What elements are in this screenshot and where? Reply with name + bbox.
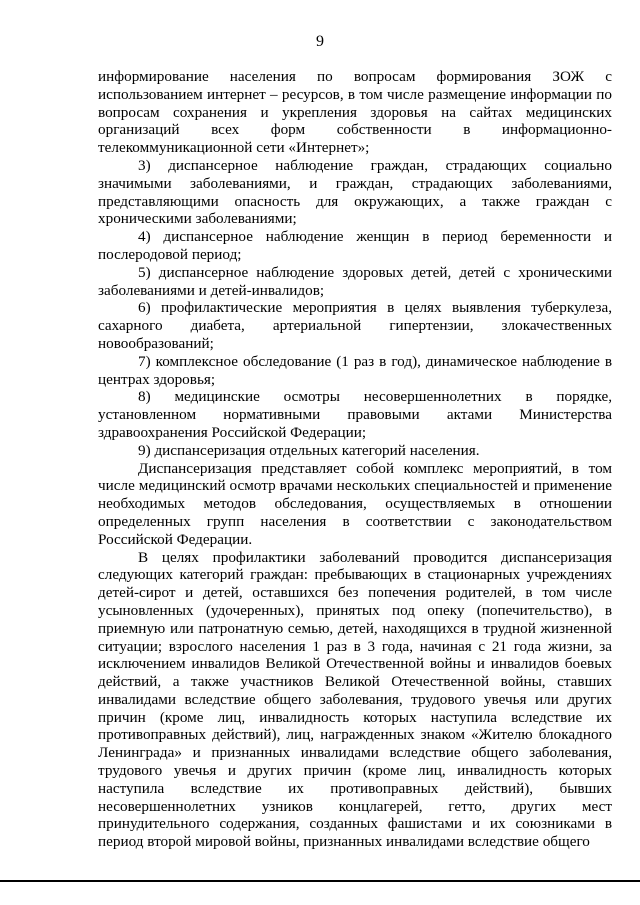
page-number: 9 bbox=[316, 33, 324, 50]
paragraph-dispensarization-categories: В целях профилактики заболеваний проводится диспансеризация следующих категорий граждан: пребывающих в стационарных учреждениях детей-сирот и детей, оставшихся без попечения родителей, в том числе усыновленных (удочеренных), принятых под опеку (попечительство), в приемную или патронатную семью, детей, находящихся в трудной жизненной ситуации; взрослого населения 1 раз в 3 года, начиная с 21 года жизни, за исключением инвалидов Великой Отечественной войны и инвалидов боевых действий, а также участников Великой Отечественной войны, ставших инвалидами вследствие общего заболевания, трудового увечья или других причин (кроме лиц, инвалидность которых наступила вследствие их противоправных действий), лиц, награжденных знаком «Жителю блокадного Ленинграда» и признанных инвалидами вследствие общего заболевания, трудового увечья и других причин (кроме лиц, инвалидность которых наступила вследствие их противоправных действий), бывших несовершеннолетних узников концлагерей, гетто, других мест принудительного содержания, созданных фашистами и их союзниками в период второй мировой войны, признанных инвалидами вследствие общего bbox=[98, 548, 612, 851]
paragraph-item-9: 9) диспансеризация отдельных категорий населения. bbox=[138, 441, 480, 459]
paragraph-item-5: 5) диспансерное наблюдение здоровых детей, детей с хроническими заболеваниями и детей-инвалидов; bbox=[98, 263, 612, 299]
paragraph-item-4: 4) диспансерное наблюдение женщин в период беременности и послеродовой период; bbox=[98, 228, 612, 263]
paragraph-zozh-information: информирование населения по вопросам формирования ЗОЖ с использованием интернет – ресурсов, в том числе размещение информации по вопросам сохранения и укрепления здоровья на сайтах медицинских организаций всех форм собственности в информационно-телекоммуникационной сети «Интернет»; bbox=[98, 68, 612, 157]
paragraph-item-3: 3) диспансерное наблюдение граждан, страдающих социально значимыми заболеваниями, и граждан, страдающих заболеваниями, представляющими опасность для окружающих, а также граждан с хроническими заболеваниями; bbox=[98, 156, 612, 228]
document-body bbox=[98, 68, 612, 851]
paragraph-item-8: 8) медицинские осмотры несовершеннолетних в порядке, установленном нормативными правовыми актами Министерства здравоохранения Российской Федерации; bbox=[98, 388, 612, 441]
page-bottom-rule bbox=[0, 880, 640, 882]
paragraph-item-7: 7) комплексное обследование (1 раз в год), динамическое наблюдение в центрах здоровья; bbox=[98, 352, 612, 388]
paragraph-item-6: 6) профилактические мероприятия в целях выявления туберкулеза, сахарного диабета, артериальной гипертензии, злокачественных новообразований; bbox=[98, 299, 612, 352]
paragraph-dispensarization-definition: Диспансеризация представляет собой комплекс мероприятий, в том числе медицинский осмотр врачами нескольких специальностей и применение необходимых методов обследования, осуществляемых в отношении определенных групп населения в соответствии с законодательством Российской Федерации. bbox=[98, 459, 612, 548]
